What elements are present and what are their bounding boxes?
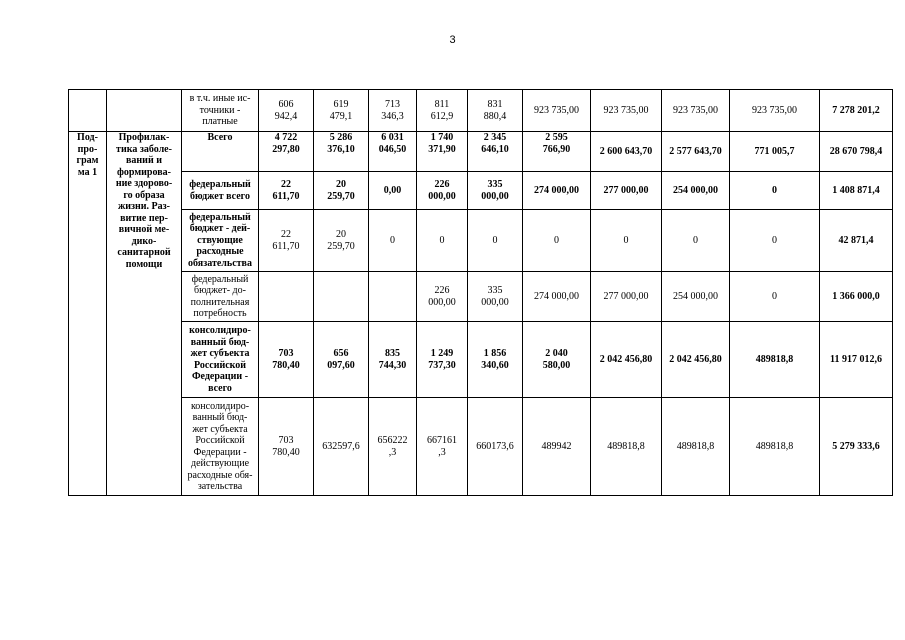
- value-cell: 0: [730, 272, 820, 322]
- value-cell: 0: [730, 210, 820, 272]
- value-cell: 489818,8: [591, 398, 662, 496]
- value-cell: 2 345 646,10: [468, 132, 523, 172]
- value-cell: 923 735,00: [730, 90, 820, 132]
- value-cell: [259, 272, 314, 322]
- value-cell: 923 735,00: [591, 90, 662, 132]
- subprogram-cell: Под- про- грам ма 1: [69, 132, 107, 496]
- value-cell: 632597,6: [314, 398, 369, 496]
- value-cell: [314, 272, 369, 322]
- value-cell: 274 000,00: [523, 172, 591, 210]
- value-cell: 1 740 371,90: [417, 132, 468, 172]
- value-cell: 923 735,00: [662, 90, 730, 132]
- table-row: [69, 132, 893, 172]
- value-cell: 277 000,00: [591, 272, 662, 322]
- funding-source-cell: Всего: [182, 132, 259, 172]
- value-cell: 1 249 737,30: [417, 322, 468, 398]
- funding-source-cell: федеральный бюджет - дей- ствующие расходные обязательства: [182, 210, 259, 272]
- value-cell: 2 595 766,90: [523, 132, 591, 172]
- value-cell: 0: [730, 172, 820, 210]
- table-row: [69, 90, 893, 132]
- value-cell: 226 000,00: [417, 172, 468, 210]
- value-cell: 703 780,40: [259, 398, 314, 496]
- table-row: [69, 210, 893, 272]
- value-cell: [369, 272, 417, 322]
- value-cell: 22 611,70: [259, 172, 314, 210]
- total-cell: 42 871,4: [820, 210, 893, 272]
- total-cell: 11 917 012,6: [820, 322, 893, 398]
- value-cell: 489818,8: [730, 398, 820, 496]
- value-cell: 923 735,00: [523, 90, 591, 132]
- value-cell: 335 000,00: [468, 272, 523, 322]
- budget-table: [68, 89, 893, 496]
- funding-source-cell: федеральный бюджет- до- полнительная потребность: [182, 272, 259, 322]
- value-cell: 2 600 643,70: [591, 132, 662, 172]
- value-cell: 660173,6: [468, 398, 523, 496]
- subprogram-cell: [69, 90, 107, 132]
- total-cell: 1 366 000,0: [820, 272, 893, 322]
- value-cell: 0: [417, 210, 468, 272]
- value-cell: 1 856 340,60: [468, 322, 523, 398]
- value-cell: 835 744,30: [369, 322, 417, 398]
- value-cell: 4 722 297,80: [259, 132, 314, 172]
- value-cell: 703 780,40: [259, 322, 314, 398]
- value-cell: 489942: [523, 398, 591, 496]
- value-cell: 0,00: [369, 172, 417, 210]
- value-cell: 0: [468, 210, 523, 272]
- value-cell: 771 005,7: [730, 132, 820, 172]
- value-cell: 0: [662, 210, 730, 272]
- value-cell: 226 000,00: [417, 272, 468, 322]
- value-cell: 6 031 046,50: [369, 132, 417, 172]
- value-cell: 277 000,00: [591, 172, 662, 210]
- value-cell: 831 880,4: [468, 90, 523, 132]
- page-number: 3: [449, 34, 456, 46]
- value-cell: 254 000,00: [662, 272, 730, 322]
- total-cell: 5 279 333,6: [820, 398, 893, 496]
- subprogram-name-cell: [107, 90, 182, 132]
- value-cell: 2 042 456,80: [591, 322, 662, 398]
- value-cell: 20 259,70: [314, 172, 369, 210]
- value-cell: 656 097,60: [314, 322, 369, 398]
- total-cell: 7 278 201,2: [820, 90, 893, 132]
- total-cell: 1 408 871,4: [820, 172, 893, 210]
- value-cell: 2 577 643,70: [662, 132, 730, 172]
- total-cell: 28 670 798,4: [820, 132, 893, 172]
- subprogram-name-cell: Профилак- тика заболе- ваний и формирова- ние здорово- го образа жизни. Раз- витие пер- вичной ме- дико- санитарной помощи: [107, 132, 182, 496]
- value-cell: 489818,8: [662, 398, 730, 496]
- value-cell: 254 000,00: [662, 172, 730, 210]
- value-cell: 22 611,70: [259, 210, 314, 272]
- value-cell: 2 040 580,00: [523, 322, 591, 398]
- value-cell: 274 000,00: [523, 272, 591, 322]
- value-cell: 713 346,3: [369, 90, 417, 132]
- table-row: [69, 322, 893, 398]
- value-cell: 619 479,1: [314, 90, 369, 132]
- funding-source-cell: консолидиро- ванный бюд- жет субъекта Российской Федерации - действующие расходные обя- зательства: [182, 398, 259, 496]
- value-cell: 0: [591, 210, 662, 272]
- funding-source-cell: консолидиро- ванный бюд- жет субъекта Российской Федерации - всего: [182, 322, 259, 398]
- value-cell: 0: [523, 210, 591, 272]
- funding-source-cell: федеральный бюджет всего: [182, 172, 259, 210]
- table-row: [69, 272, 893, 322]
- value-cell: 335 000,00: [468, 172, 523, 210]
- value-cell: 0: [369, 210, 417, 272]
- value-cell: 656222 ,3: [369, 398, 417, 496]
- table-row: [69, 398, 893, 496]
- value-cell: 2 042 456,80: [662, 322, 730, 398]
- value-cell: 489818,8: [730, 322, 820, 398]
- value-cell: 606 942,4: [259, 90, 314, 132]
- value-cell: 5 286 376,10: [314, 132, 369, 172]
- table-row: [69, 172, 893, 210]
- value-cell: 811 612,9: [417, 90, 468, 132]
- value-cell: 667161 ,3: [417, 398, 468, 496]
- value-cell: 20 259,70: [314, 210, 369, 272]
- funding-source-cell: в т.ч. иные ис- точники - платные: [182, 90, 259, 132]
